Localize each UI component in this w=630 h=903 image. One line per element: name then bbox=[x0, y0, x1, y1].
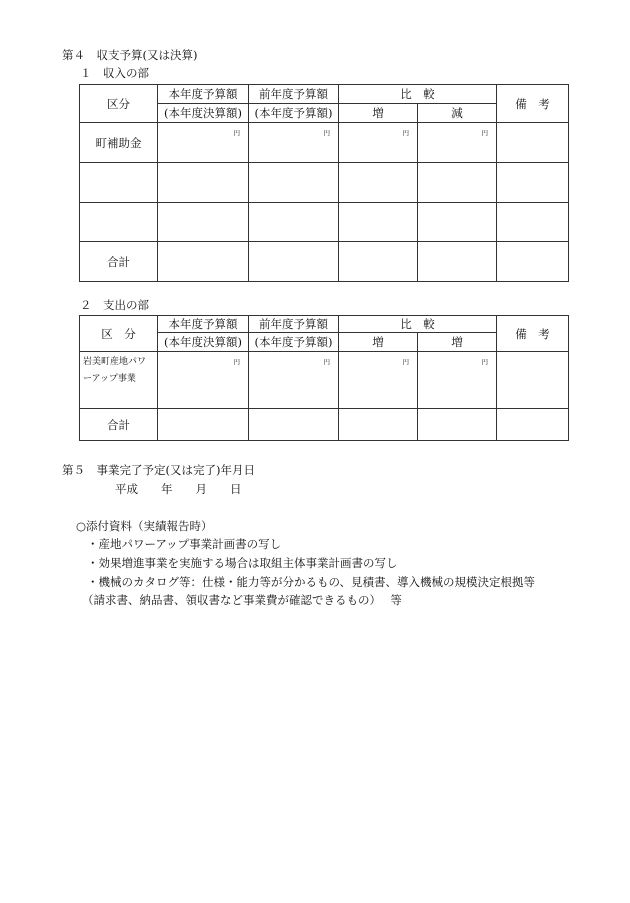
empty-cell bbox=[249, 409, 339, 441]
income-row-label: 町補助金 bbox=[80, 123, 158, 163]
expense-row-label: 岩美町産地パワーアップ事業 bbox=[80, 352, 158, 409]
yen-unit: 円 bbox=[323, 129, 330, 137]
income-header-increase: 増 bbox=[339, 104, 418, 123]
expense-header-this-year-settled: (本年度決算額) bbox=[158, 333, 249, 352]
income-header-this-year-settled: (本年度決算額) bbox=[158, 104, 249, 123]
amount-cell bbox=[158, 352, 249, 409]
expense-total-label: 合計 bbox=[80, 409, 158, 441]
yen-unit: 円 bbox=[481, 358, 488, 366]
attachment-note: （請求書、納品書、領収書など事業費が確認できるもの） 等 bbox=[82, 593, 402, 607]
empty-cell bbox=[497, 409, 569, 441]
empty-cell bbox=[418, 203, 497, 242]
section-5-title: 第５ 事業完了予定(又は完了)年月日 bbox=[62, 463, 255, 477]
empty-cell bbox=[339, 242, 418, 282]
income-total-label: 合計 bbox=[80, 242, 158, 282]
empty-cell bbox=[497, 242, 569, 282]
note-cell bbox=[497, 352, 569, 409]
table-row bbox=[80, 123, 569, 163]
income-header-compare: 比 較 bbox=[339, 85, 497, 104]
yen-unit: 円 bbox=[233, 358, 240, 366]
amount-cell bbox=[339, 352, 418, 409]
empty-cell bbox=[418, 163, 497, 203]
empty-cell bbox=[249, 163, 339, 203]
income-header-note: 備 考 bbox=[497, 85, 569, 123]
empty-cell bbox=[497, 203, 569, 242]
yen-unit: 円 bbox=[233, 129, 240, 137]
table-row bbox=[80, 163, 569, 203]
section-4-title: 第４ 収支予算(又は決算) bbox=[62, 48, 198, 62]
amount-cell bbox=[418, 352, 497, 409]
empty-cell bbox=[158, 203, 249, 242]
expense-section-title: ２ 支出の部 bbox=[80, 298, 149, 312]
expense-header-prev-year: 前年度予算額 bbox=[249, 316, 339, 333]
empty-cell bbox=[497, 163, 569, 203]
table-row bbox=[80, 409, 569, 441]
income-header-this-year: 本年度予算額 bbox=[158, 85, 249, 104]
empty-cell bbox=[158, 242, 249, 282]
empty-cell bbox=[249, 242, 339, 282]
amount-cell bbox=[339, 123, 418, 163]
attachments-title: ○添付資料（実績報告時） bbox=[76, 519, 213, 533]
completion-date: 平成 年 月 日 bbox=[115, 482, 242, 496]
income-header-prev-year: 前年度予算額 bbox=[249, 85, 339, 104]
amount-cell bbox=[158, 123, 249, 163]
empty-cell bbox=[158, 163, 249, 203]
empty-cell bbox=[80, 163, 158, 203]
empty-cell bbox=[418, 242, 497, 282]
attachment-item: ・産地パワーアップ事業計画書の写し bbox=[87, 537, 282, 551]
yen-unit: 円 bbox=[402, 129, 409, 137]
empty-cell bbox=[158, 409, 249, 441]
table-row bbox=[80, 203, 569, 242]
empty-cell bbox=[339, 163, 418, 203]
empty-cell bbox=[418, 409, 497, 441]
attachment-item: ・効果増進事業を実施する場合は取組主体事業計画書の写し bbox=[87, 556, 398, 570]
empty-cell bbox=[249, 203, 339, 242]
income-header-kubun: 区分 bbox=[80, 85, 158, 123]
expense-header-kubun: 区 分 bbox=[80, 316, 158, 352]
income-section-title: １ 収入の部 bbox=[80, 66, 149, 80]
note-cell bbox=[497, 123, 569, 163]
expense-header-increase: 増 bbox=[339, 333, 418, 352]
attachment-item: ・機械のカタログ等：仕様・能力等が分かるもの、見積書、導入機械の規模決定根拠等 bbox=[87, 575, 536, 589]
income-header-prev-year-sub: (本年度予算額) bbox=[249, 104, 339, 123]
expense-header-increase-2: 増 bbox=[418, 333, 497, 352]
yen-unit: 円 bbox=[402, 358, 409, 366]
amount-cell bbox=[418, 123, 497, 163]
yen-unit: 円 bbox=[323, 358, 330, 366]
table-row bbox=[80, 242, 569, 282]
expense-table bbox=[79, 315, 569, 441]
table-row bbox=[80, 352, 569, 409]
empty-cell bbox=[339, 203, 418, 242]
expense-header-compare: 比 較 bbox=[339, 316, 497, 333]
income-header-decrease: 減 bbox=[418, 104, 497, 123]
empty-cell bbox=[80, 203, 158, 242]
amount-cell bbox=[249, 123, 339, 163]
expense-header-prev-year-sub: (本年度予算額) bbox=[249, 333, 339, 352]
expense-header-note: 備 考 bbox=[497, 316, 569, 352]
amount-cell bbox=[249, 352, 339, 409]
expense-header-this-year: 本年度予算額 bbox=[158, 316, 249, 333]
yen-unit: 円 bbox=[481, 129, 488, 137]
income-table bbox=[79, 84, 569, 282]
empty-cell bbox=[339, 409, 418, 441]
